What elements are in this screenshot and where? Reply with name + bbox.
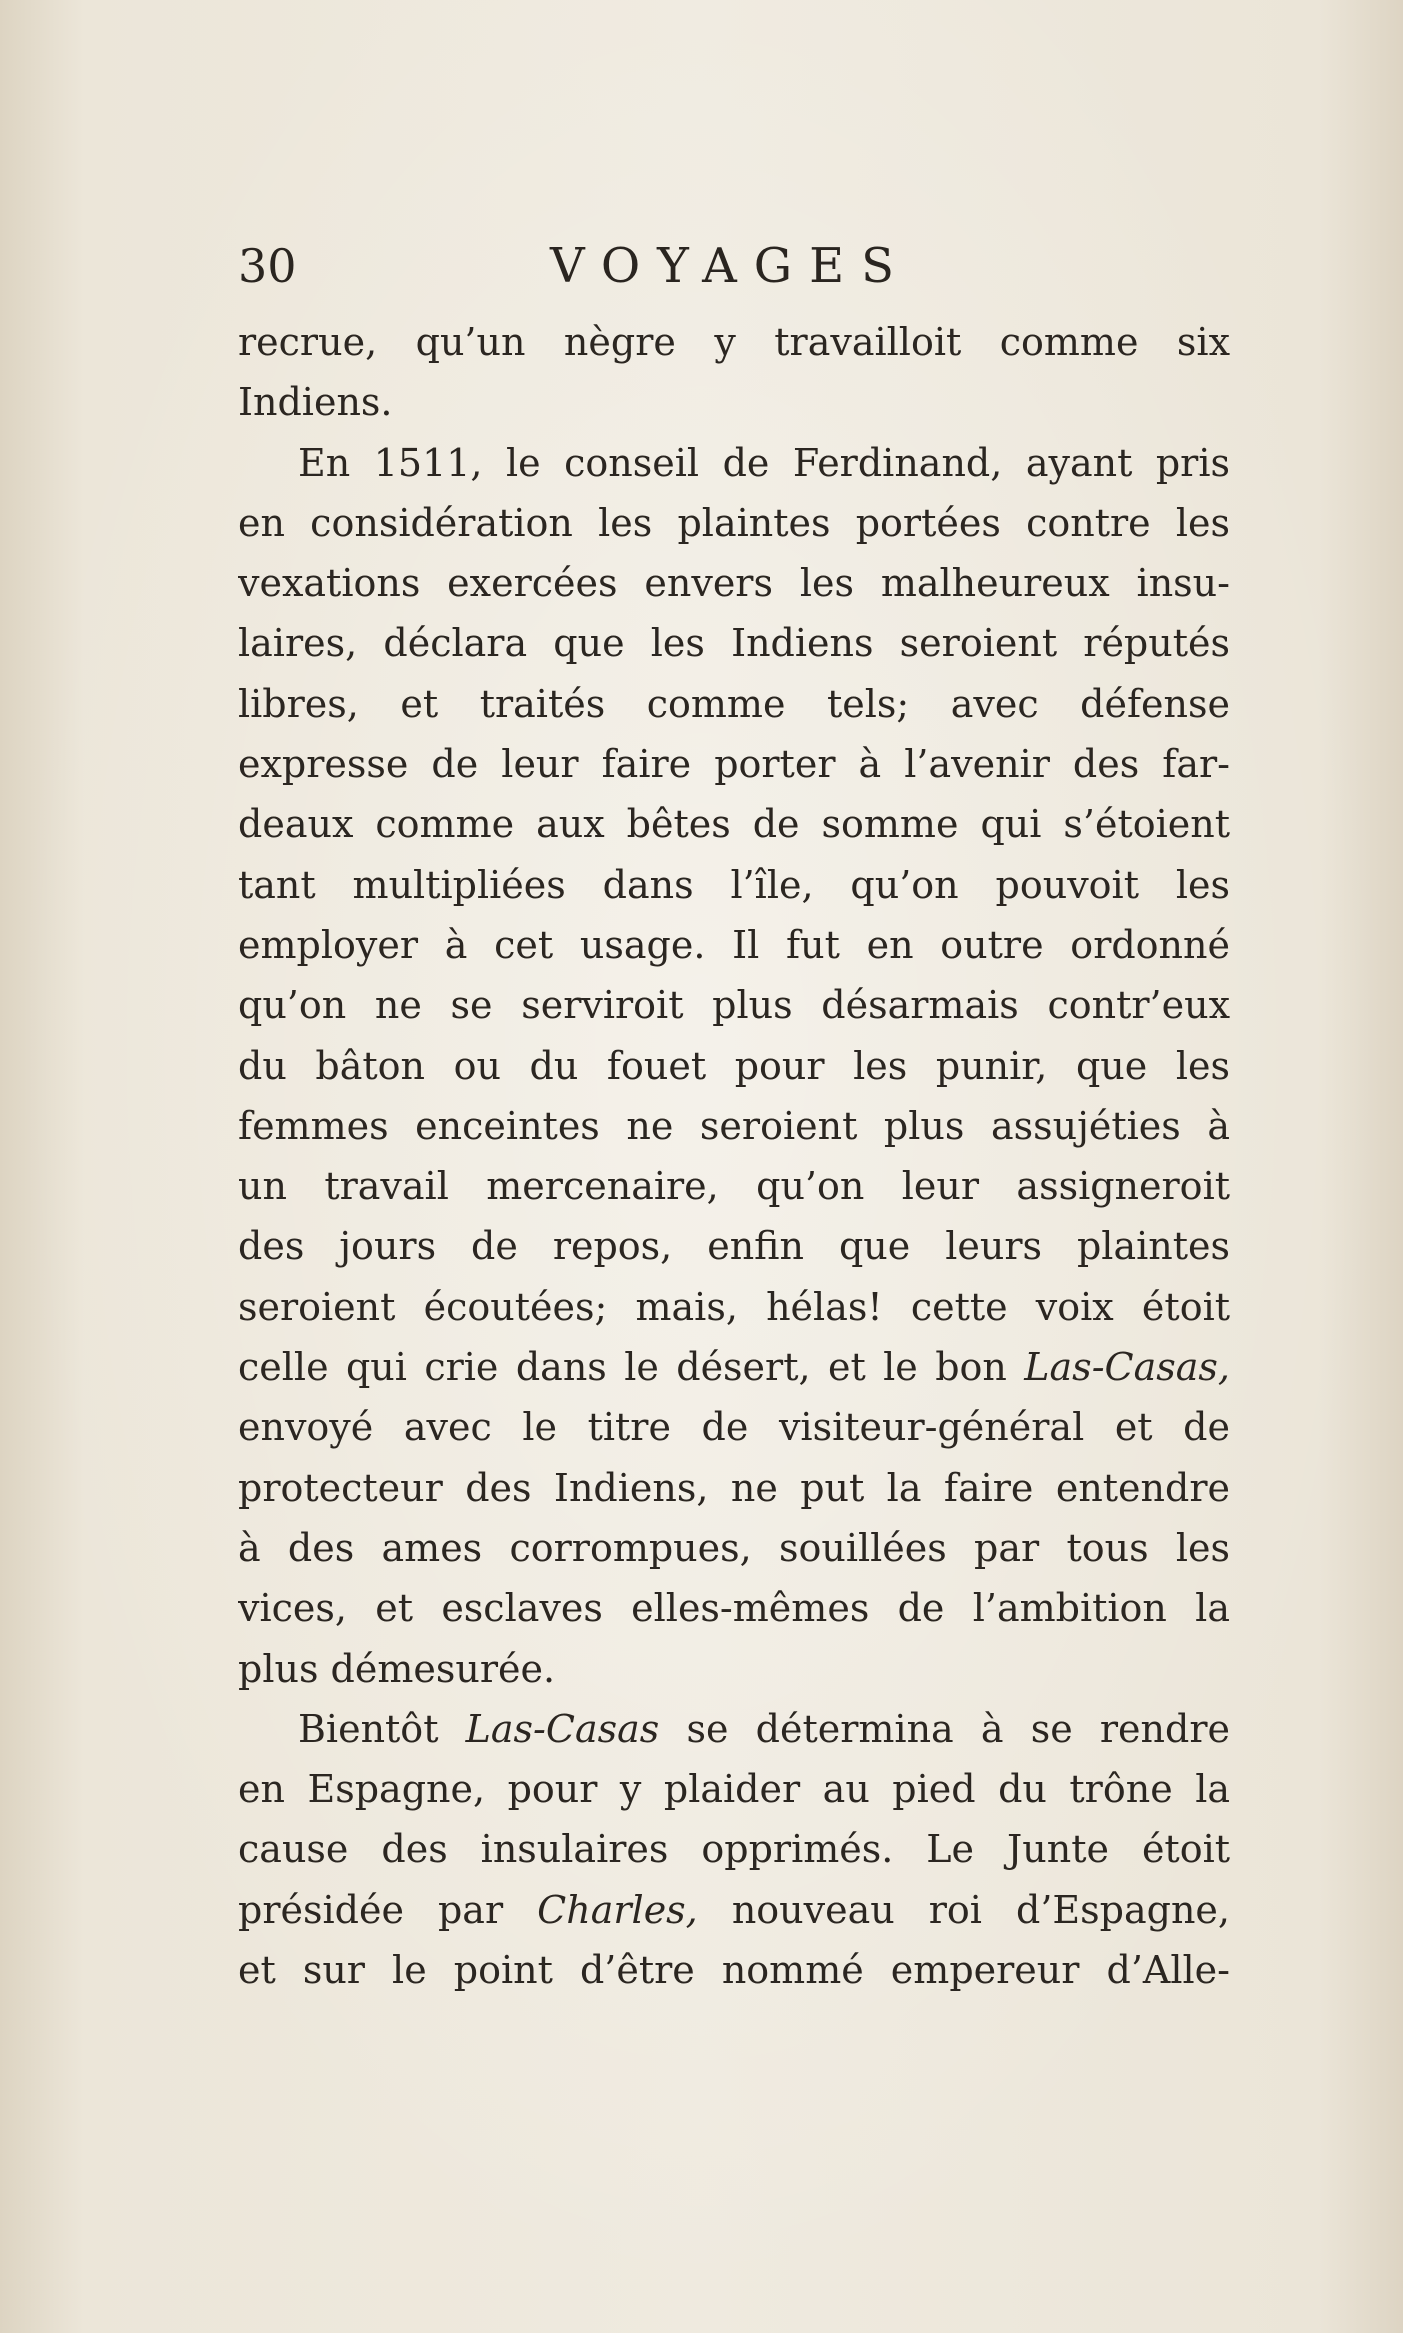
page-number: 30	[238, 239, 297, 293]
text-line: vices, et esclaves elles-mêmes de l’ambition la	[238, 1586, 1230, 1631]
text-line: Indiens.	[238, 380, 393, 425]
text-line: du bâton ou du fouet pour les punir, que les	[238, 1043, 1230, 1088]
text-line: vexations exercées envers les malheureux insu-	[238, 561, 1230, 606]
text-line: tant multipliées dans l’île, qu’on pouvoit les	[238, 862, 1230, 907]
text-line: cause des insulaires opprimés. Le Junte étoit	[238, 1827, 1230, 1872]
text-line: En 1511, le conseil de Ferdinand, ayant pris	[298, 440, 1230, 485]
line-text: se détermina à se rendre	[686, 1706, 1230, 1751]
text-line	[238, 1699, 1230, 1759]
text-line	[238, 1337, 1230, 1397]
text-line: qu’on ne se serviroit plus désarmais contr’eux	[238, 983, 1230, 1028]
text-line: protecteur des Indiens, ne put la faire entendre	[238, 1465, 1230, 1510]
running-title: VOYAGES	[550, 238, 912, 294]
text-line: expresse de leur faire porter à l’avenir des far-	[238, 742, 1230, 787]
text-line: à des ames corrompues, souillées par tous les	[238, 1525, 1230, 1570]
text-line: employer à cet usage. Il fut en outre ordonné	[238, 922, 1230, 967]
text-line: des jours de repos, enfin que leurs plaintes	[238, 1224, 1230, 1269]
text-line: deaux comme aux bêtes de somme qui s’étoient	[238, 802, 1230, 847]
text-line	[238, 1880, 1230, 1940]
line-text: Bientôt	[298, 1706, 439, 1751]
text-line: femmes enceintes ne seroient plus assujéties à	[238, 1103, 1230, 1148]
text-line: laires, déclara que les Indiens seroient réputés	[238, 621, 1230, 666]
italic-name: Charles,	[537, 1887, 698, 1932]
line-text: présidée par	[238, 1887, 504, 1932]
line-text: nouveau roi d’Espagne,	[731, 1887, 1230, 1932]
text-line: et sur le point d’être nommé empereur d’Alle-	[238, 1948, 1230, 1993]
text-line: un travail mercenaire, qu’on leur assigneroit	[238, 1164, 1230, 1209]
page-header	[238, 236, 1230, 296]
italic-name: Las-Casas	[465, 1706, 660, 1751]
body-text	[238, 312, 1230, 2000]
line-text: celle qui crie dans le désert, et le bon	[238, 1345, 1007, 1390]
italic-name: Las-Casas,	[1024, 1345, 1230, 1390]
text-line: recrue, qu’un nègre y travailloit comme six	[238, 320, 1230, 364]
text-line: envoyé avec le titre de visiteur-général et de	[238, 1405, 1230, 1450]
text-line: en considération les plaintes portées contre les	[238, 500, 1230, 545]
text-line: libres, et traités comme tels; avec défense	[238, 681, 1230, 726]
text-line: seroient écoutées; mais, hélas! cette voix étoit	[238, 1284, 1230, 1329]
text-line: en Espagne, pour y plaider au pied du trône la	[238, 1767, 1230, 1812]
text-line: plus démesurée.	[238, 1646, 556, 1691]
